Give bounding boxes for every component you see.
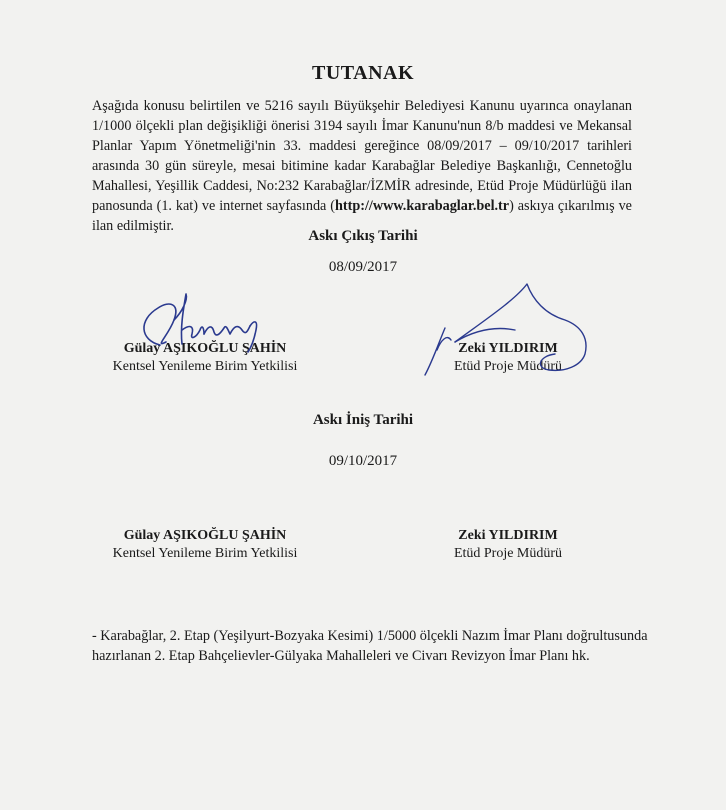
website-link[interactable]: http://www.karabaglar.bel.tr bbox=[335, 198, 510, 214]
posting-date: 08/09/2017 bbox=[328, 259, 398, 275]
posting-date-heading: Askı Çıkış Tarihi bbox=[308, 228, 418, 244]
right-signatory-title-2: Etüd Proje Müdürü bbox=[453, 546, 563, 561]
right-signature-image bbox=[415, 280, 595, 380]
intro-text-end: ) askıya çıkarılmış ve ilan edilmiştir. bbox=[92, 198, 632, 234]
right-signatory-title: Etüd Proje Müdürü bbox=[453, 359, 563, 374]
right-signatory-block-2 bbox=[418, 527, 598, 563]
left-signature-image bbox=[130, 290, 280, 360]
footer-note: - Karabağlar, 2. Etap (Yeşilyurt-Bozyaka Kesimi) 1/5000 ölçekli Nazım İmar Planı doğrultusunda hazırlanan 2. Etap Bahçelievler-Gülyaka Mahalleleri ve Civarı Revizyon İmar Planı hk. bbox=[92, 628, 648, 664]
left-signatory-title-2: Kentsel Yenileme Birim Yetkilisi bbox=[112, 546, 298, 561]
document-title: TUTANAK bbox=[311, 62, 415, 84]
removal-date: 09/10/2017 bbox=[328, 453, 398, 469]
intro-paragraph bbox=[92, 96, 632, 236]
left-signatory-name-2: Gülay AŞIKOĞLU ŞAHİN bbox=[123, 528, 287, 543]
right-signatory-name-2: Zeki YILDIRIM bbox=[458, 528, 558, 543]
intro-text: Aşağıda konusu belirtilen ve 5216 sayılı Büyükşehir Belediyesi Kanunu uyarınca onaylanan 1/1000 ölçekli plan değişikliği önerisi 3194 sayılı İmar Kanunu'nun 8/b maddesi ve Mekansal Planlar Yapım Yönetmeliği'nin 33. maddesi gereğince 08/09/2017 – 09/10/2017 tarihleri arasında 30 gün süreyle, mesai bitimine kadar Karabağlar Belediye Başkanlığı, Cennetoğlu Mahallesi, Yeşillik Caddesi, No:232 Karabağlar/İZMİR adresinde, Etüd Proje Müdürlüğü ilan panosunda (1. kat) ve internet sayfasında ( bbox=[92, 98, 632, 214]
left-signatory-name: Gülay AŞIKOĞLU ŞAHİN bbox=[123, 341, 287, 356]
left-signatory-title: Kentsel Yenileme Birim Yetkilisi bbox=[112, 359, 298, 374]
removal-date-heading: Askı İniş Tarihi bbox=[312, 412, 414, 428]
left-signatory-block-2 bbox=[100, 527, 310, 563]
right-signatory-name: Zeki YILDIRIM bbox=[458, 341, 558, 356]
